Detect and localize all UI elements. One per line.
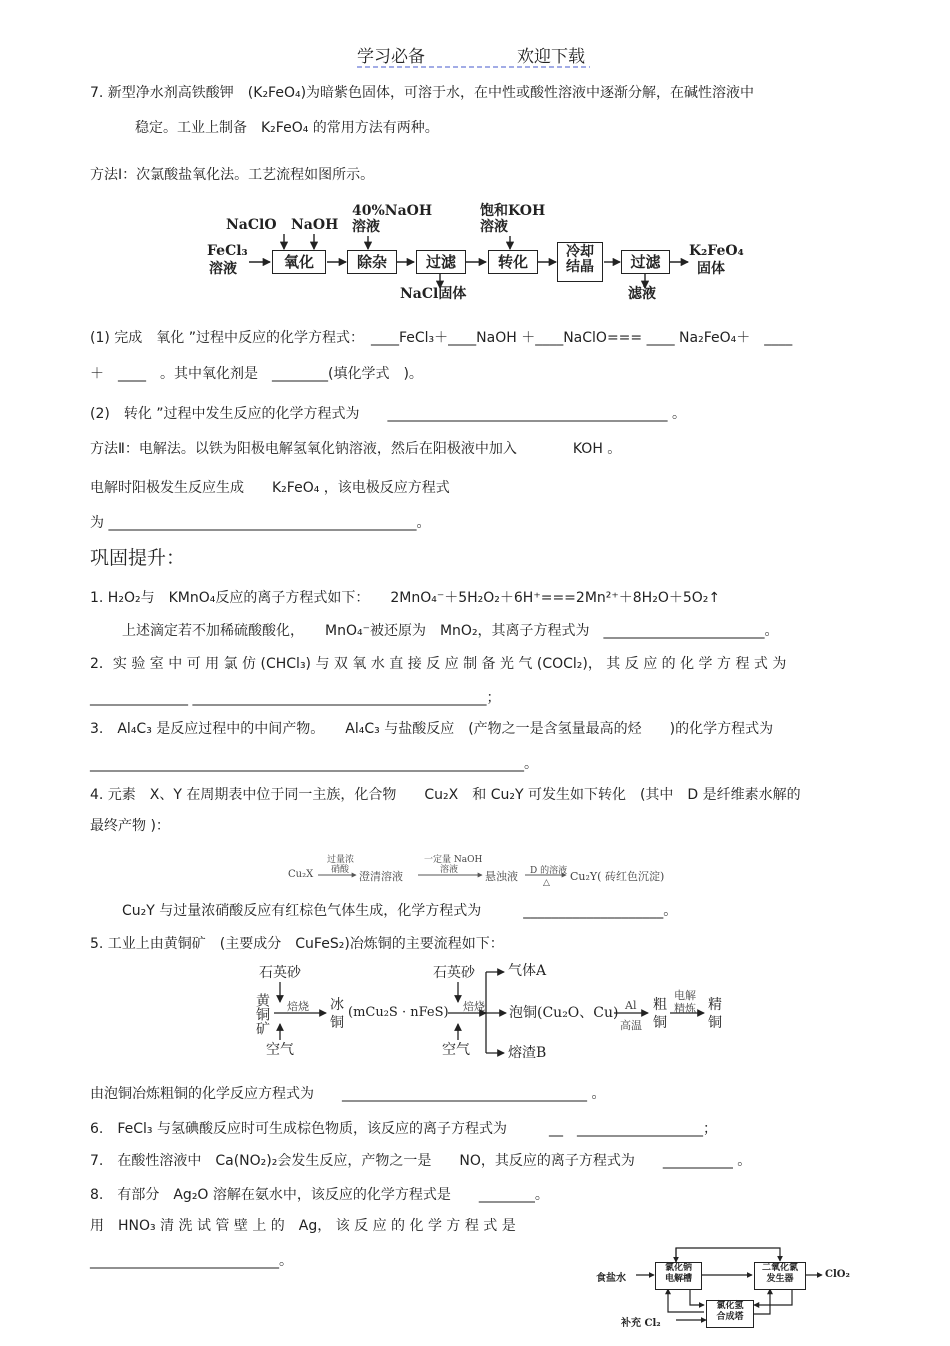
flow4-mid1: 澄清溶液 <box>359 870 403 883</box>
flow1-output-filtrate: 滤液 <box>628 286 656 302</box>
flow5-high-temp: 高温 <box>620 1019 642 1032</box>
flow5-refine-a: 电解 <box>674 989 696 1002</box>
flow5-crude-a: 粗 <box>653 997 667 1013</box>
q7-sub1-line1: (1) 完成 氧化 ”过程中反应的化学方程式： ____FeCl₃＋____NaOH ＋____NaClO=== ____ Na₂FeO₄＋ ____ <box>90 330 793 346</box>
flow5-blister-copper: 泡铜(Cu₂O、Cu) <box>509 1005 619 1021</box>
q7-line1: 7. 新型净水剂高铁酸钾 (K₂FeO₄)为暗紫色固体，可溶于水，在中性或酸性溶液中逐渐分解，在碱性溶液中 <box>90 85 755 101</box>
section-heading: 巩固提升： <box>90 547 186 569</box>
flow5-roast2: 焙烧 <box>463 1000 485 1013</box>
flow4-mid2: 悬浊液 <box>485 870 518 883</box>
flow5-crude-b: 铜 <box>653 1015 667 1031</box>
p2-line1: 2．实 验 室 中 可 用 氯 仿 (CHCl₃) 与 双 氧 水 直 接 反 应 制 备 光 气 (COCl₂)， 其 反 应 的 化 学 方 程 式 为 <box>90 656 787 672</box>
flow5-fine-b: 铜 <box>708 1015 722 1031</box>
q7-sub1-line2: ＋ ____ 。其中氧化剂是 ________(填化学式 )。 <box>90 366 423 382</box>
flow5-refine-b: 精炼 <box>674 1002 696 1015</box>
p4-line2: 最终产物 )： <box>90 818 170 834</box>
p1-line1: 1. H₂O₂与 KMnO₄反应的离子方程式如下： 2MnO₄⁻＋5H₂O₂＋6H⁺===2Mn²⁺＋8H₂O＋5O₂↑ <box>90 590 721 606</box>
p1-line2: 上述滴定若不加稀硫酸酸化， MnO₄⁻被还原为 MnO₂，其离子方程式为 _______________________。 <box>122 623 779 639</box>
p8-line2: 用 HNO₃ 清 洗 试 管 壁 上 的 Ag， 该 反 应 的 化 学 方 程 式 是 <box>90 1218 516 1234</box>
flow1-input-naclo: NaClO <box>226 217 277 233</box>
p7-line: 7. 在酸性溶液中 Ca(NO₂)₂会发生反应，产物之一是 NO，其反应的离子方程式为 __________ 。 <box>90 1153 752 1169</box>
flow1-box-cool-line1: 冷却 <box>566 244 594 260</box>
flow4-arrow2-bottom: 溶液 <box>440 865 459 875</box>
flow5-matte-formula: (mCu₂S · nFeS) <box>348 1005 449 1020</box>
flow1-box-oxidize: 氧化 <box>272 250 326 274</box>
flow4-end: Cu₂Y( 砖红色沉淀) <box>570 870 665 883</box>
flow4-arrow1-top: 过量浓 <box>327 855 355 865</box>
flow5-slag-b: 熔渣B <box>508 1045 547 1061</box>
header-left: 学习必备 <box>357 47 425 67</box>
flow8-brine: 食盐水 <box>596 1273 626 1284</box>
anode-line2: 为 ____________________________________________。 <box>90 515 431 531</box>
flow4-arrow3-top: D 的溶液 <box>530 866 568 876</box>
flow8-output-clo2: ClO₂ <box>825 1269 850 1280</box>
flow5-air2: 空气 <box>442 1042 470 1058</box>
method2-text: 方法Ⅱ：电解法。以铁为阳极电解氢氧化钠溶液，然后在阳极液中加入 KOH 。 <box>90 441 622 457</box>
p8-line1: 8. 有部分 Ag₂O 溶解在氨水中，该反应的化学方程式是 ________。 <box>90 1187 549 1203</box>
header-right: 欢迎下载 <box>517 47 585 67</box>
p3-line2: ______________________________________________________________。 <box>90 756 538 772</box>
flow8-box2-line1: 二氧化氯 <box>761 1263 798 1273</box>
flow1-input-fecl3: FeCl₃ <box>207 243 248 259</box>
flow5-fine-a: 精 <box>708 997 722 1013</box>
flow4-arrow2-top: 一定量 NaOH <box>424 855 483 865</box>
p6-line: 6. FeCl₃ 与氢碘酸反应时可生成棕色物质，该反应的离子方程式为 __ __________________； <box>90 1121 717 1137</box>
flow1-box-remove: 除杂 <box>347 250 397 274</box>
flow5-matte-a: 冰 <box>330 997 344 1013</box>
flow1-box-convert: 转化 <box>488 250 538 274</box>
flow8-box-electrolyzer <box>655 1262 702 1290</box>
flow5-matte-b: 铜 <box>330 1015 344 1031</box>
flow5-air1: 空气 <box>266 1042 294 1058</box>
p2-line2: ______________ __________________________________________； <box>90 690 501 706</box>
flow4-arrow3-bottom: △ <box>543 878 550 888</box>
flow1-output-solid: 固体 <box>697 261 725 277</box>
flow8-add-cl2: 补充 Cl₂ <box>621 1318 661 1329</box>
method1-text: 方法Ⅰ：次氯酸盐氧化法。工艺流程如图所示。 <box>90 167 375 183</box>
p5-line1: 5. 工业上由黄铜矿 (主要成分 CuFeS₂)冶炼铜的主要流程如下： <box>90 936 504 952</box>
anode-line1: 电解时阳极发生反应生成 K₂FeO₄ ，该电极反应方程式 <box>90 480 450 496</box>
p3-line1: 3. Al₄C₃ 是反应过程中的中间产物。 Al₄C₃ 与盐酸反应 (产物之一是含氢量最高的烃 )的化学方程式为 <box>90 721 774 737</box>
flow1-input-naoh: NaOH <box>291 217 339 233</box>
flow5-quartz1: 石英砂 <box>259 965 301 981</box>
flow8-box1-line1: 氯化钠 <box>664 1263 692 1273</box>
flow1-input-koh: 饱和KOH <box>480 203 546 219</box>
flow1-input-fecl3-solution: 溶液 <box>209 261 237 277</box>
flow1-input-naoh40: 40%NaOH <box>352 203 433 219</box>
flow4-arrow1-bottom: 硝酸 <box>331 865 350 875</box>
q7-line2: 稳定。工业上制备 K₂FeO₄ 的常用方法有两种。 <box>135 120 439 136</box>
flow5-al: Al <box>625 999 637 1012</box>
flow1-output-nacl: NaCl固体 <box>400 286 467 302</box>
flow8-box-hcl-tower <box>706 1300 754 1328</box>
q7-sub2: (2) 转化 ”过程中发生反应的化学方程式为 ________________________________________ 。 <box>90 406 686 422</box>
flow8-box1-line2: 电解槽 <box>664 1273 692 1284</box>
p5-line2: 由泡铜冶炼粗铜的化学反应方程式为 ___________________________________ 。 <box>90 1086 606 1102</box>
p4-line3: Cu₂Y 与过量浓硝酸反应有红棕色气体生成，化学方程式为 ____________________。 <box>122 903 678 919</box>
flow5-quartz2: 石英砂 <box>433 965 475 981</box>
flow1-box-filter1: 过滤 <box>416 250 466 274</box>
flow1-input-koh-solution: 溶液 <box>480 219 508 235</box>
flow5-gas-a: 气体A <box>508 963 547 979</box>
flow1-box-filter2: 过滤 <box>621 250 670 274</box>
flow8-box2-line2: 发生器 <box>766 1273 794 1284</box>
flow1-box-cool-line2: 结晶 <box>566 259 594 276</box>
flow1-output-k2feo4: K₂FeO₄ <box>689 243 744 259</box>
flow8-box3-line1: 氯化氢 <box>716 1301 744 1311</box>
p4-line1: 4. 元素 X、Y 在周期表中位于同一主族，化合物 Cu₂X 和 Cu₂Y 可发生如下转化 (其中 D 是纤维素水解的 <box>90 787 801 803</box>
flow1-input-naoh40-solution: 溶液 <box>352 219 380 235</box>
flow8-box3-line2: 合成塔 <box>716 1311 744 1322</box>
flow8-box-generator <box>754 1262 806 1290</box>
flow5-ore: 黄铜矿 <box>254 993 270 1035</box>
p8-line3: ___________________________。 <box>90 1253 293 1269</box>
flow4-start: Cu₂X <box>288 869 314 880</box>
flow5-roast1: 焙烧 <box>287 1000 309 1013</box>
